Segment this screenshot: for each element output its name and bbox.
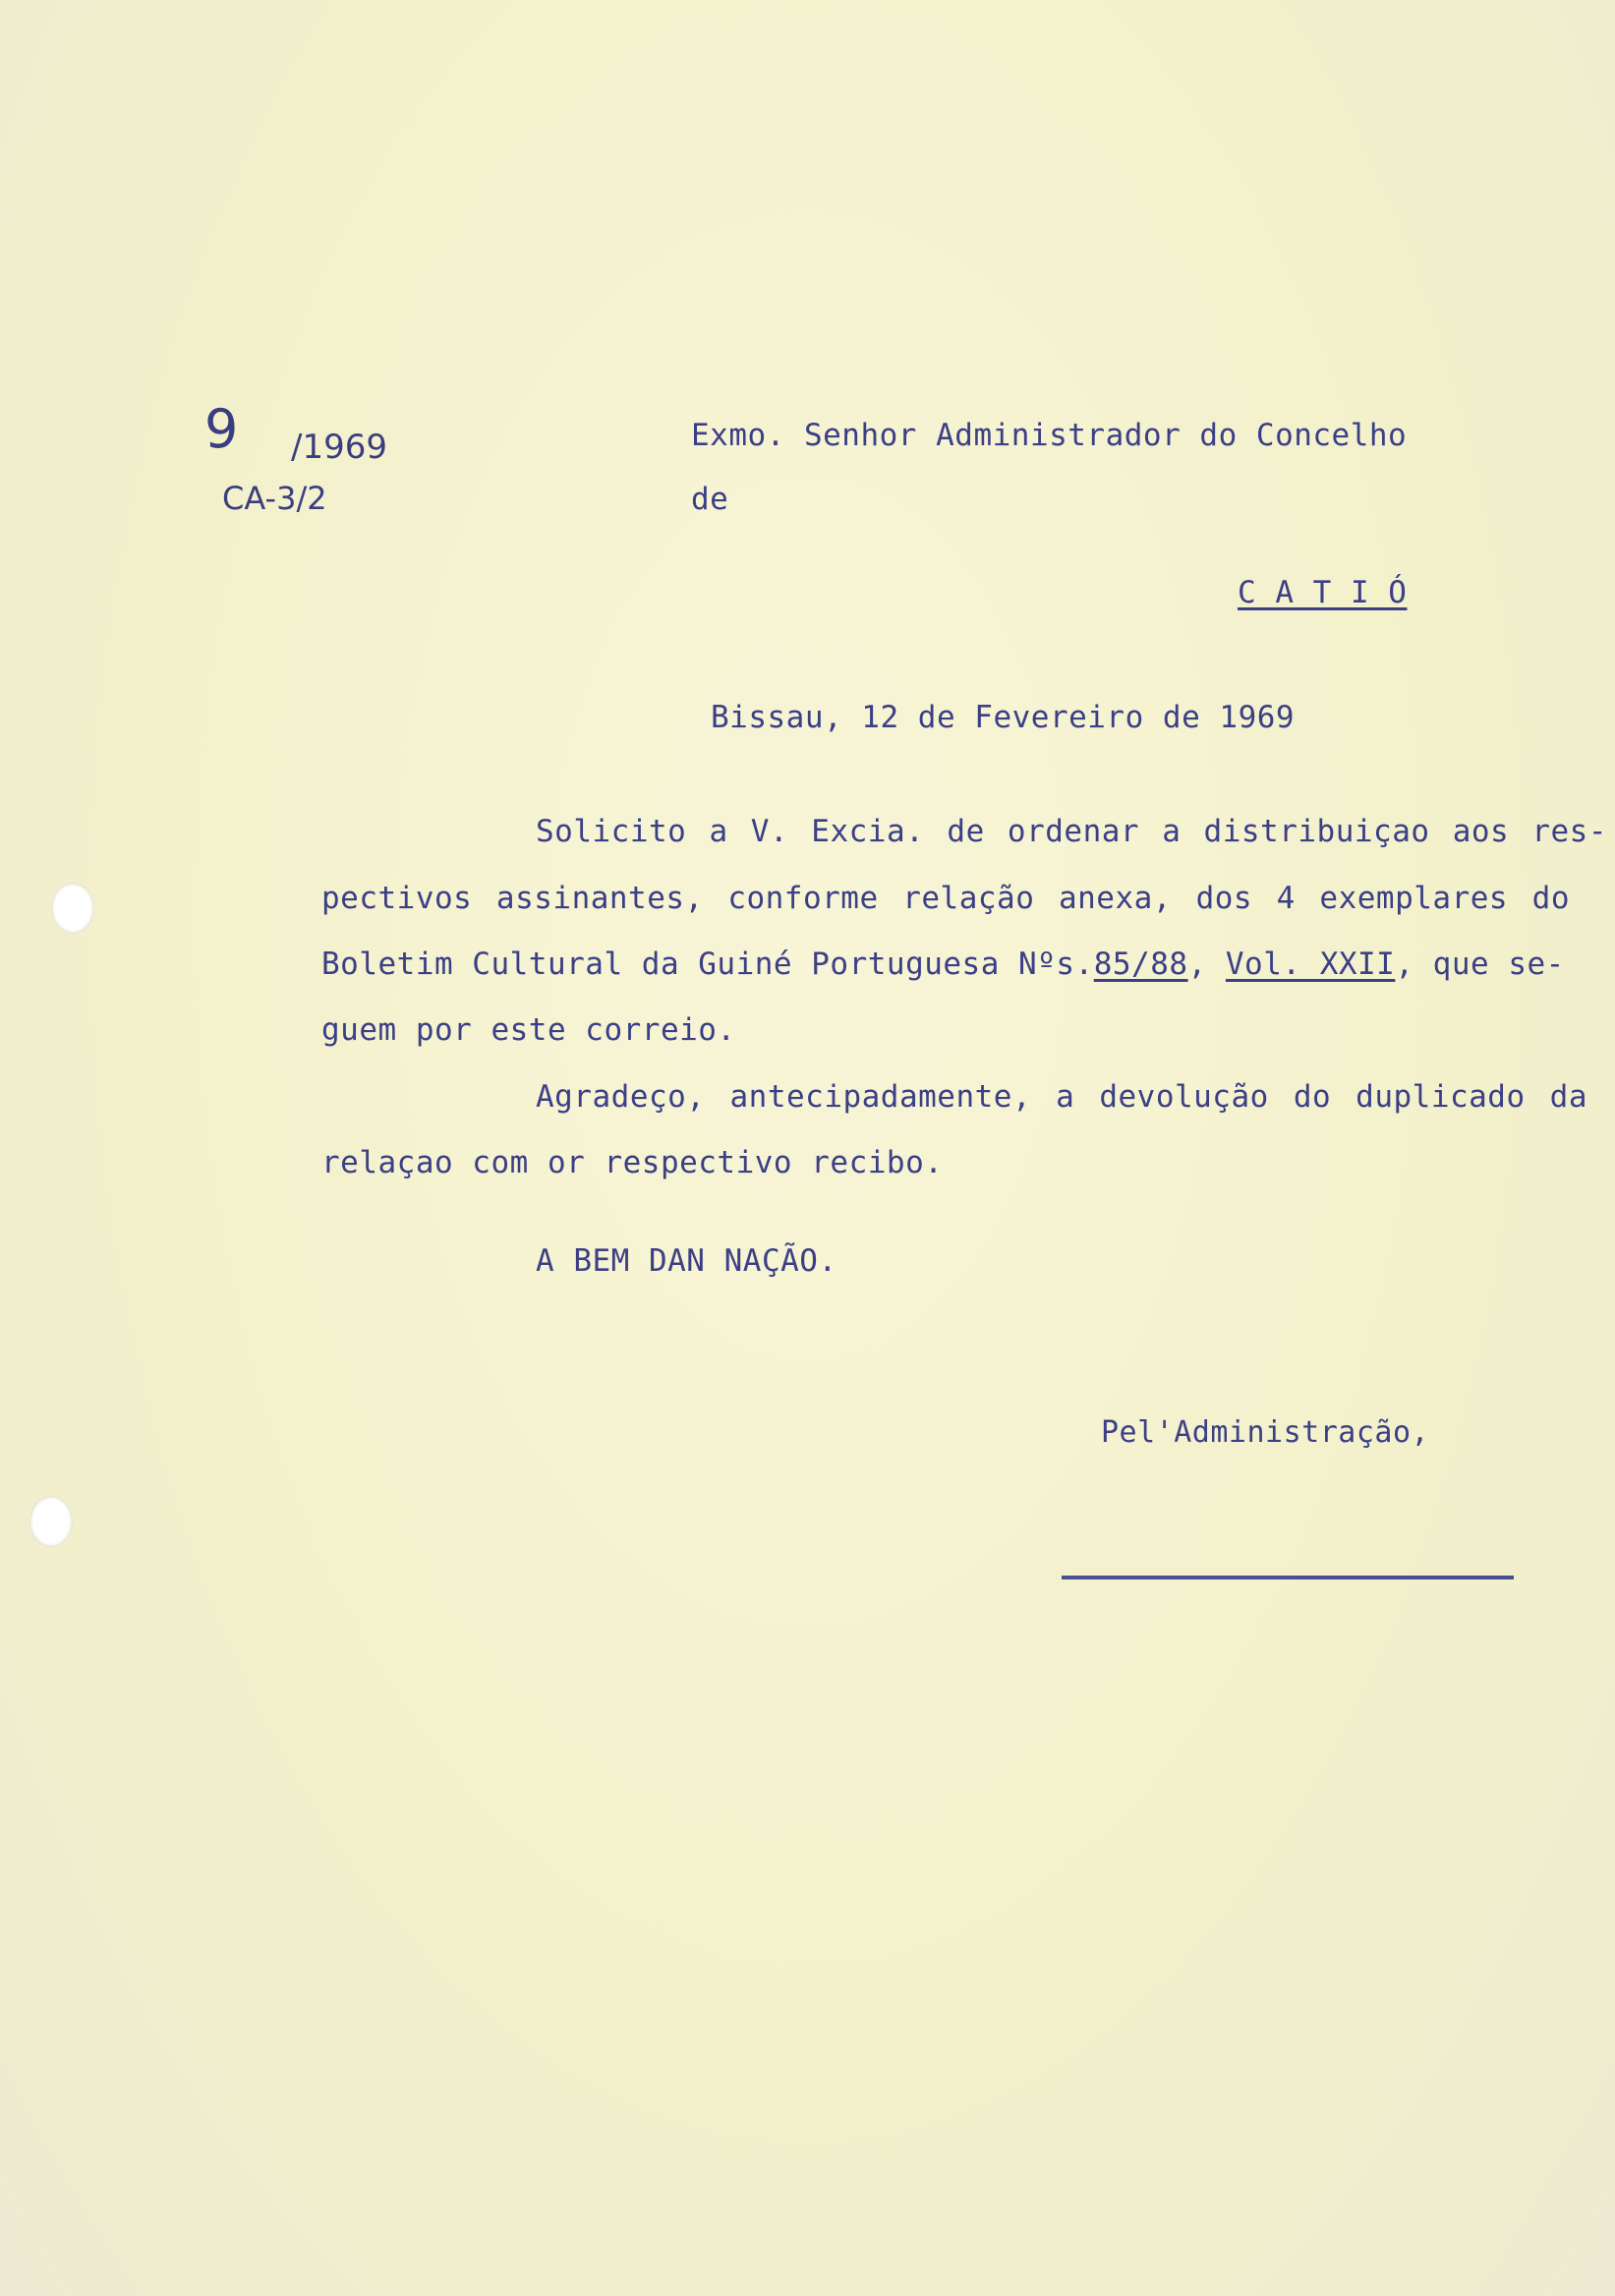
signature-line: [1062, 1576, 1514, 1579]
punch-hole-lower: [29, 1496, 73, 1547]
date-line: Bissau, 12 de Fevereiro de 1969: [711, 700, 1296, 735]
body-p1-line-3: [321, 947, 1609, 982]
bulletin-numbers: 85/88: [1093, 947, 1188, 982]
body-p1-line-2: pectivos assinantes, conforme relação anexa, dos 4 exemplares do: [321, 881, 1570, 916]
separator-comma: ,: [1187, 947, 1226, 982]
bulletin-volume: Vol. XXII: [1225, 947, 1396, 982]
body-p1-line-1: Solicito a V. Excia. de ordenar a distribuiçao aos res-: [536, 814, 1607, 849]
reference-year: /1969: [291, 428, 387, 467]
addressee-line-2: de: [691, 482, 729, 517]
reference-number: 9: [204, 398, 239, 460]
body-p1-line-3-text: [321, 947, 1565, 982]
line-3-ending: , que se-: [1395, 947, 1565, 982]
addressee-line-1: Exmo. Senhor Administrador do Concelho: [691, 418, 1408, 453]
punch-hole-upper: [51, 883, 94, 934]
closing-salutation: A BEM DAN NAÇÃO.: [536, 1243, 837, 1279]
body-p2-line-1: Agradeço, antecipadamente, a devolução do duplicado da: [536, 1079, 1587, 1115]
body-p2-line-2: relaçao com or respectivo recibo.: [321, 1145, 944, 1180]
signature-label: Pel'Administração,: [1101, 1415, 1430, 1450]
reference-code: CA-3/2: [222, 480, 327, 517]
bulletin-title: Boletim Cultural da Guiné Portuguesa Nºs.: [321, 947, 1094, 982]
addressee-place: C A T I Ó: [1238, 575, 1408, 610]
body-p1-line-4: guem por este correio.: [321, 1012, 736, 1048]
